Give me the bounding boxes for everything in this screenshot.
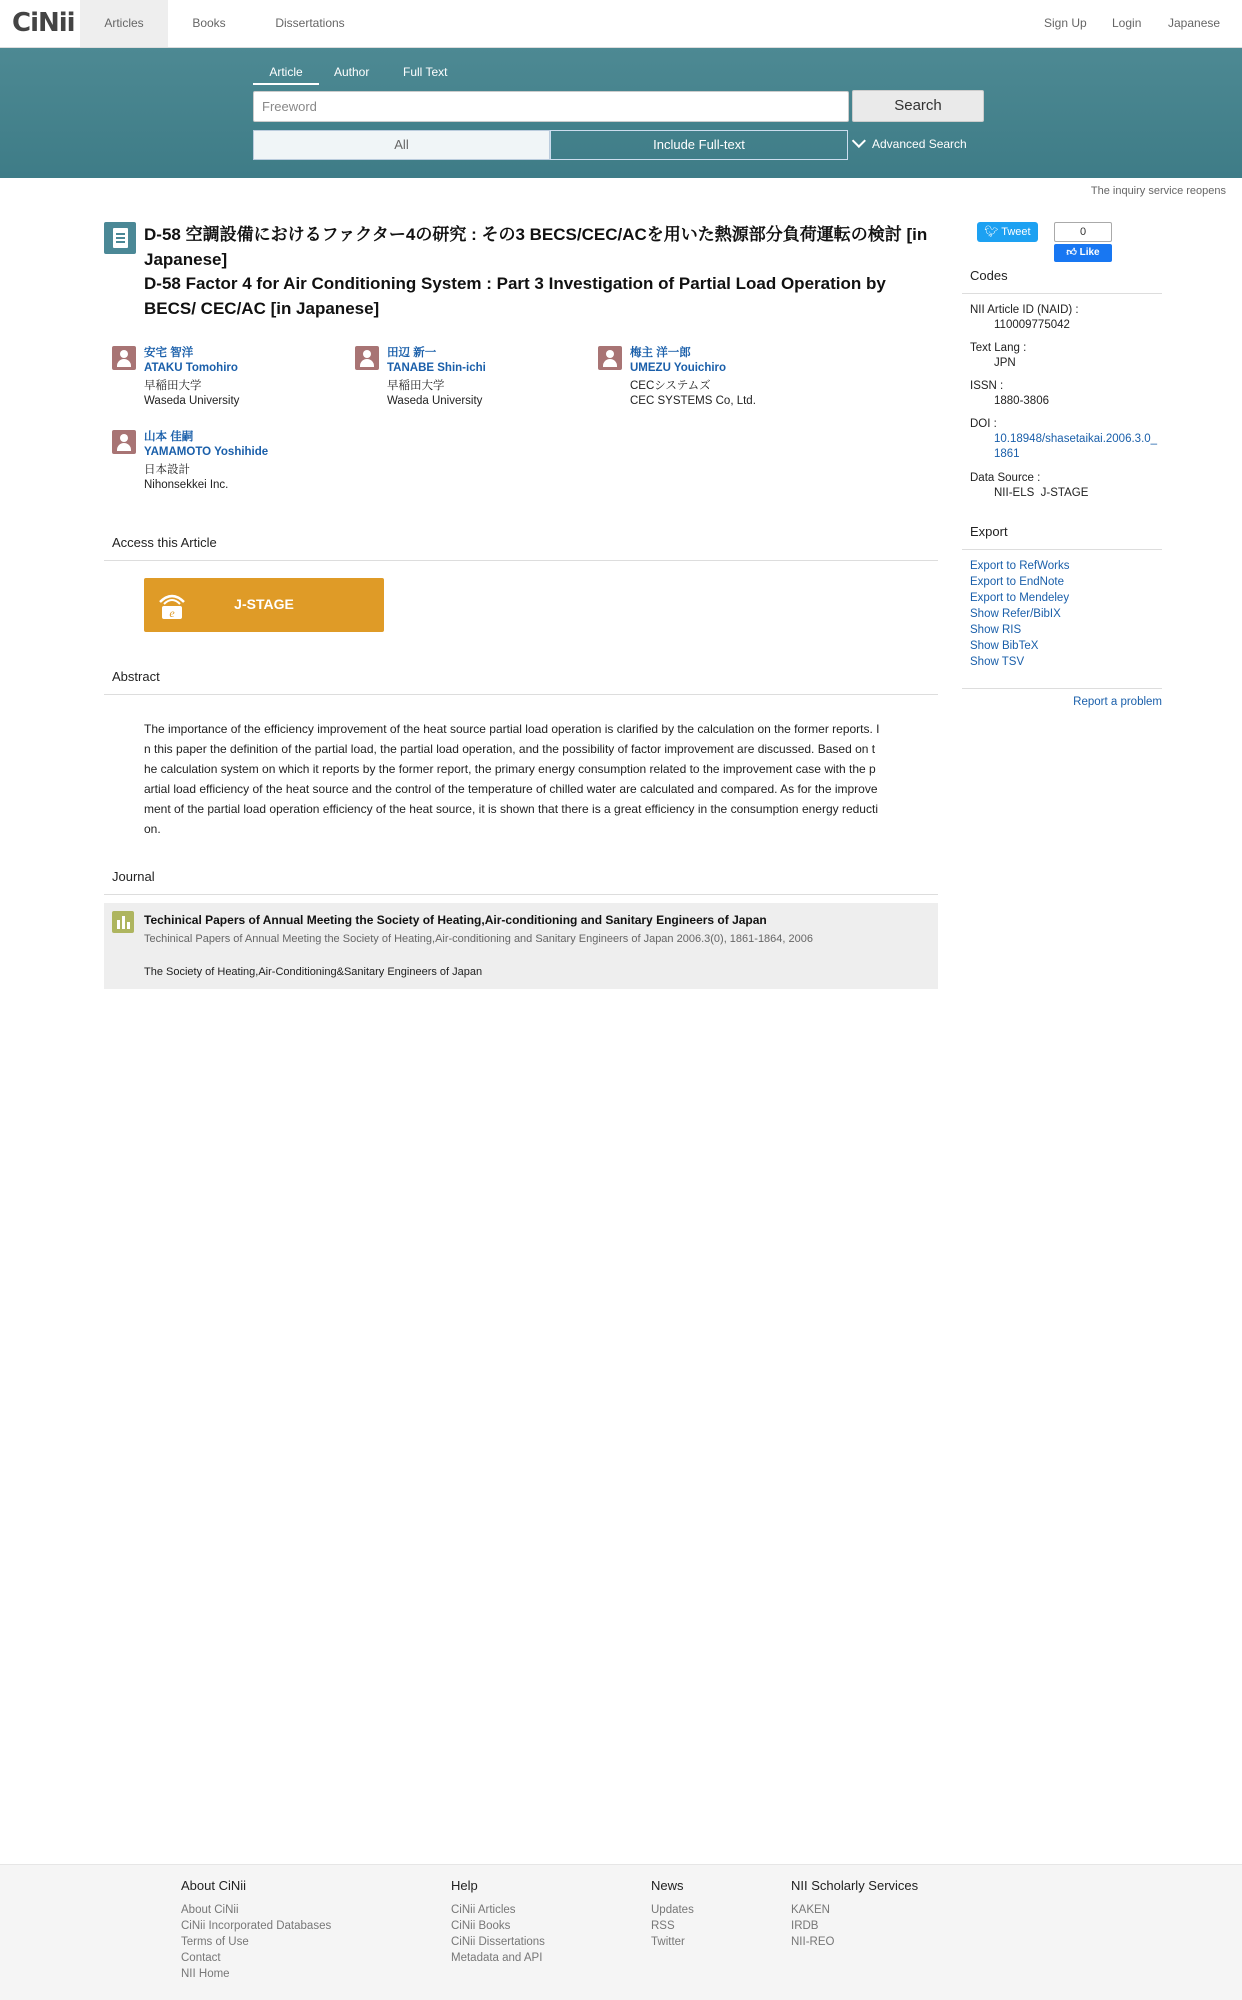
article-document-icon (104, 222, 136, 254)
footer-help-column (451, 1878, 545, 1966)
scope-fulltext-toggle[interactable]: Include Full-text (550, 130, 848, 160)
article-title-en: D-58 Factor 4 for Air Conditioning System : Part 3 Investigation of Partial Load Operation by BECS/ CEC/AC [in Japanese] (144, 274, 886, 318)
svg-text:e: e (169, 606, 175, 620)
footer-about-column (181, 1878, 331, 1982)
footer-link[interactable]: Metadata and API (451, 1952, 543, 1964)
journal-publisher: The Society of Heating,Air-Conditioning&Sanitary Engineers of Japan (144, 966, 483, 978)
nav-tab-dissertations[interactable]: Dissertations (275, 16, 345, 30)
code-label: ISSN : (970, 380, 1004, 392)
jstage-label: J-STAGE (234, 596, 294, 612)
journal-icon (112, 911, 134, 933)
abstract-text: The importance of the efficiency improvement of the heat source partial load operation is clarified by the calculation on the former reports. In this paper the definition of the partial load, the partial load operation, and the possibility of factor improvement are discussed. Based on the calculation system on which it reports by the former report, the primary energy consumption related to the improvement case with the partial load efficiency of the heat source and the control of the temperature of chilled water are calculated and compared. As for the improvement of the partial load operation efficiency of the heat source, it is shown that there is a great efficiency in the consumption energy reduction. (144, 722, 880, 836)
search-input[interactable]: Freeword (253, 91, 849, 122)
nav-tab-books[interactable]: Books (192, 16, 226, 30)
footer-heading: News (651, 1878, 684, 1893)
access-heading: Access this Article (104, 535, 938, 561)
advanced-search-link[interactable] (856, 137, 967, 151)
export-refworks-link[interactable]: Export to RefWorks (970, 560, 1070, 572)
footer-link[interactable]: Contact (181, 1952, 221, 1964)
journal-box (104, 903, 938, 989)
person-icon (112, 430, 136, 454)
like-label: Like (1079, 247, 1100, 258)
code-label: Text Lang : (970, 342, 1027, 354)
author-affiliation-ja: 早稲田大学 (387, 380, 445, 392)
show-refer-link[interactable]: Show Refer/BibIX (970, 608, 1061, 620)
code-label: NII Article ID (NAID) : (970, 304, 1079, 316)
author-name-en[interactable]: TANABE Shin-ichi (387, 362, 486, 374)
author-affiliation-en: Nihonsekkei Inc. (144, 479, 229, 491)
thumbs-up-icon: 👍︎ (1066, 247, 1077, 258)
author-affiliation-ja: 早稲田大学 (144, 380, 202, 392)
author-name-ja[interactable]: 梅主 洋一郎 (630, 347, 691, 359)
abstract-heading: Abstract (104, 669, 938, 695)
tweet-label: Tweet (1001, 226, 1031, 238)
inquiry-notice[interactable]: The inquiry service reopens (1090, 185, 1226, 197)
footer-heading: NII Scholarly Services (791, 1878, 919, 1893)
tweet-button[interactable] (977, 222, 1038, 242)
footer-nii-column (791, 1878, 918, 1950)
author-affiliation-en: Waseda University (387, 395, 483, 407)
code-text-lang (970, 341, 1026, 371)
code-data-source (970, 471, 1088, 501)
advanced-search-label: Advanced Search (872, 137, 967, 151)
show-ris-link[interactable]: Show RIS (970, 624, 1022, 636)
like-count: 0 (1054, 222, 1112, 242)
like-button[interactable] (1054, 244, 1112, 262)
export-heading: Export (962, 524, 1162, 550)
author-name-en[interactable]: UMEZU Youichiro (630, 362, 727, 374)
footer-news-column (651, 1878, 694, 1950)
cinii-logo[interactable]: CiNii (12, 8, 75, 38)
login-link[interactable]: Login (1112, 16, 1142, 30)
journal-detail: Techinical Papers of Annual Meeting the Society of Heating,Air-conditioning and Sanitary Engineers of Japan 2006.3(0), 1861-1864, 2006 (144, 933, 813, 945)
journal-heading: Journal (104, 869, 938, 895)
article-title-ja: D-58 空調設備におけるファクター4の研究 : その3 BECS/CEC/ACを用いた熱源部分負荷運転の検討 [in Japanese] (144, 225, 928, 269)
facebook-like-widget (1054, 222, 1112, 262)
footer-link[interactable]: CiNii Incorporated Databases (181, 1920, 332, 1932)
footer-heading: About CiNii (181, 1878, 247, 1893)
footer-link[interactable]: Terms of Use (181, 1936, 249, 1948)
doi-link[interactable]: 10.18948/shasetaikai.2006.3.0_1861 (994, 433, 1158, 460)
search-tab-article[interactable]: Article (253, 65, 319, 85)
author-affiliation-en: CEC SYSTEMS Co, Ltd. (630, 395, 756, 407)
search-tab-fulltext[interactable]: Full Text (403, 65, 448, 79)
footer-link[interactable]: IRDB (791, 1920, 819, 1932)
code-value: NII-ELS J-STAGE (994, 487, 1089, 499)
author-name-ja[interactable]: 田辺 新一 (387, 347, 437, 359)
code-value: 1880-3806 (994, 395, 1049, 407)
footer-heading: Help (451, 1878, 478, 1893)
show-bibtex-link[interactable]: Show BibTeX (970, 640, 1039, 652)
footer-link[interactable]: NII-REO (791, 1936, 835, 1948)
code-value: 110009775042 (994, 319, 1070, 331)
author-affiliation-en: Waseda University (144, 395, 240, 407)
signup-link[interactable]: Sign Up (1044, 16, 1087, 30)
scope-all-toggle[interactable]: All (253, 130, 550, 160)
footer-link[interactable]: CiNii Dissertations (451, 1936, 545, 1948)
author-name-ja[interactable]: 山本 佳嗣 (144, 431, 194, 443)
export-mendeley-link[interactable]: Export to Mendeley (970, 592, 1070, 604)
code-issn (970, 379, 1049, 409)
person-icon (598, 346, 622, 370)
author-name-ja[interactable]: 安宅 智洋 (144, 347, 194, 359)
language-link[interactable]: Japanese (1168, 16, 1221, 30)
author-name-en[interactable]: ATAKU Tomohiro (144, 362, 238, 374)
footer-link[interactable]: KAKEN (791, 1904, 830, 1916)
person-icon (355, 346, 379, 370)
author-affiliation-ja: CECシステムズ (630, 380, 711, 392)
footer-link[interactable]: RSS (651, 1920, 675, 1932)
journal-title[interactable]: Techinical Papers of Annual Meeting the Society of Heating,Air-conditioning and Sanitary Engineers of Japan (144, 913, 767, 927)
top-navigation (0, 0, 1242, 48)
footer-link[interactable]: NII Home (181, 1968, 230, 1980)
footer-link[interactable]: About CiNii (181, 1904, 239, 1916)
search-button[interactable]: Search (852, 90, 984, 122)
show-tsv-link[interactable]: Show TSV (970, 656, 1025, 668)
person-icon (112, 346, 136, 370)
code-label: Data Source : (970, 472, 1041, 484)
footer-link[interactable]: Updates (651, 1904, 694, 1916)
export-endnote-link[interactable]: Export to EndNote (970, 576, 1064, 588)
author-name-en[interactable]: YAMAMOTO Yoshihide (144, 446, 269, 458)
footer-link[interactable]: Twitter (651, 1936, 685, 1948)
footer-link[interactable]: CiNii Books (451, 1920, 511, 1932)
report-problem-link[interactable]: Report a problem (962, 688, 1162, 708)
footer-link[interactable]: CiNii Articles (451, 1904, 516, 1916)
nav-tab-articles[interactable]: Articles (80, 0, 168, 47)
code-value: JPN (994, 357, 1016, 369)
code-label: DOI : (970, 418, 997, 430)
twitter-icon: 🐦︎ (984, 226, 999, 238)
jstage-button[interactable] (144, 578, 384, 632)
code-doi (970, 417, 1160, 462)
author-affiliation-ja: 日本設計 (144, 464, 190, 476)
codes-heading: Codes (962, 268, 1162, 294)
search-tab-author[interactable]: Author (334, 65, 370, 79)
code-naid (970, 303, 1079, 333)
